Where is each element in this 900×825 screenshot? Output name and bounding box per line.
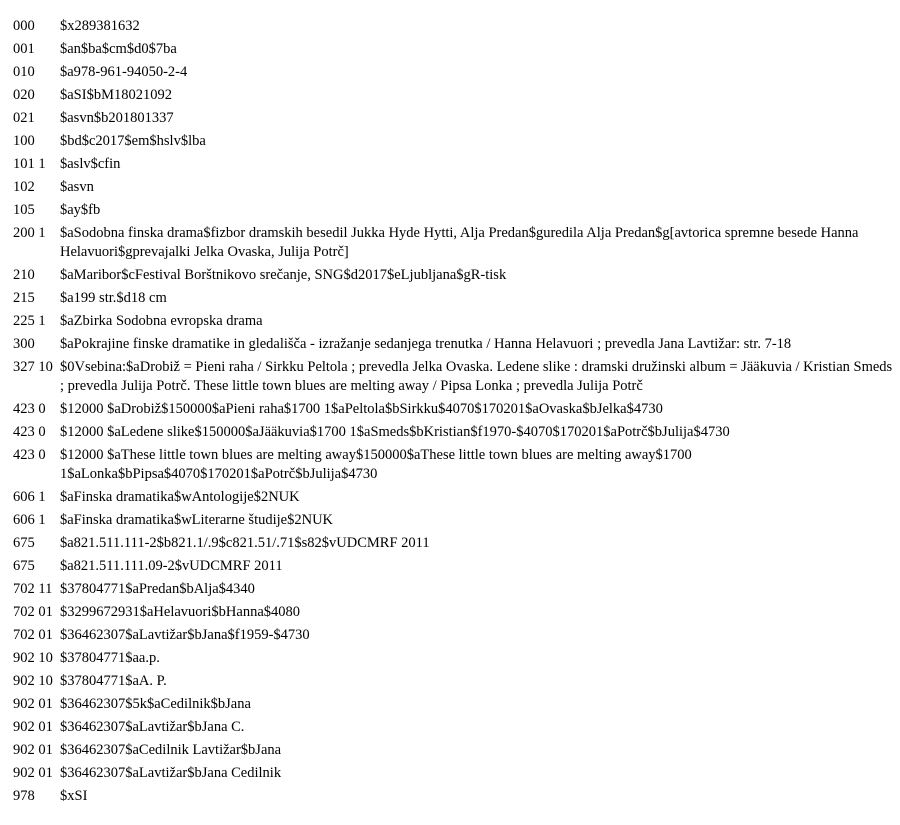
record-field-row (13, 335, 893, 354)
record-field-row (13, 488, 893, 507)
field-content: $12000 $aThese little town blues are melting away$150000$aThese little town blues are melting away$1700 1$aLonka$bPipsa$4070$170201$aPotrč$bJulija$4730 (60, 447, 692, 482)
field-tag: 100 (13, 133, 35, 149)
record-field-row (13, 580, 893, 599)
field-content: $a978-961-94050-2-4 (60, 64, 188, 80)
record-field-row (13, 266, 893, 285)
field-content: $asvn$b201801337 (60, 110, 174, 126)
field-tag: 675 (13, 535, 35, 551)
record-field-row (13, 17, 893, 36)
field-content: $12000 $aLedene slike$150000$aJääkuvia$1700 1$aSmeds$bKristian$f1970-$4070$170201$aPotrč$bJulija$4730 (60, 424, 730, 440)
field-content: $asvn (60, 179, 94, 195)
record-field-row (13, 289, 893, 308)
field-content: $12000 $aDrobiž$150000$aPieni raha$1700 1$aPeltola$bSirkku$4070$170201$aOvaska$bJelka$4730 (60, 401, 663, 417)
field-tag: 215 (13, 290, 35, 306)
field-content: $aMaribor$cFestival Borštnikovo srečanje, SNG$d2017$eLjubljana$gR-tisk (60, 267, 507, 283)
field-content: $ay$fb (60, 202, 101, 218)
field-tag: 902 10 (13, 673, 53, 689)
field-tag: 010 (13, 64, 35, 80)
field-tag: 902 01 (13, 696, 53, 712)
record-field-row (13, 132, 893, 151)
record-field-row (13, 201, 893, 220)
record-field-row (13, 312, 893, 331)
field-tag: 423 0 (13, 447, 46, 463)
field-tag: 978 (13, 788, 35, 804)
record-field-row (13, 178, 893, 197)
field-tag: 327 10 (13, 359, 53, 375)
record-field-row (13, 603, 893, 622)
record-field-row (13, 672, 893, 691)
field-content: $36462307$aCedilnik Lavtižar$bJana (60, 742, 282, 758)
record-field-row (13, 649, 893, 668)
record-field-row (13, 40, 893, 59)
record-field-row (13, 423, 893, 442)
field-tag: 902 01 (13, 742, 53, 758)
field-content: $x289381632 (60, 18, 140, 34)
field-tag: 000 (13, 18, 35, 34)
field-tag: 902 01 (13, 719, 53, 735)
field-content: $aslv$cfin (60, 156, 121, 172)
record-field-row (13, 86, 893, 105)
record-field-row (13, 787, 893, 806)
field-content: $36462307$aLavtižar$bJana Cedilnik (60, 765, 282, 781)
field-content: $37804771$aPredan$bAlja$4340 (60, 581, 255, 597)
field-tag: 105 (13, 202, 35, 218)
record-field-row (13, 446, 893, 484)
record-field-row (13, 224, 893, 262)
field-tag: 225 1 (13, 313, 46, 329)
field-tag: 902 01 (13, 765, 53, 781)
field-tag: 021 (13, 110, 35, 126)
record-field-row (13, 155, 893, 174)
field-tag: 423 0 (13, 424, 46, 440)
field-content: $aSodobna finska drama$fizbor dramskih besedil Jukka Hyde Hytti, Alja Predan$guredila Alja Predan$g[avtorica spremne besede Hanna Helavuori$gprevajalki Jelka Ovaska, Julija Potrč] (60, 225, 859, 260)
field-content: $aPokrajine finske dramatike in gledališča - izražanje sedanjega trenutka / Hanna Helavuori ; prevedla Jana Lavtižar: str. 7-18 (60, 336, 792, 352)
field-tag: 702 11 (13, 581, 53, 597)
record-field-row (13, 534, 893, 553)
field-content: $aFinska dramatika$wAntologije$2NUK (60, 489, 300, 505)
field-tag: 300 (13, 336, 35, 352)
field-content: $36462307$aLavtižar$bJana C. (60, 719, 245, 735)
record-field-row (13, 764, 893, 783)
field-tag: 101 1 (13, 156, 46, 172)
record-field-row (13, 626, 893, 645)
record-field-row (13, 63, 893, 82)
field-tag: 675 (13, 558, 35, 574)
field-tag: 702 01 (13, 604, 53, 620)
field-tag: 102 (13, 179, 35, 195)
marc-record (13, 17, 893, 810)
field-tag: 200 1 (13, 225, 46, 241)
field-tag: 423 0 (13, 401, 46, 417)
field-tag: 902 10 (13, 650, 53, 666)
record-field-row (13, 695, 893, 714)
field-tag: 702 01 (13, 627, 53, 643)
record-field-row (13, 400, 893, 419)
field-content: $37804771$aA. P. (60, 673, 167, 689)
record-field-row (13, 741, 893, 760)
field-content: $an$ba$cm$d0$7ba (60, 41, 177, 57)
record-field-row (13, 109, 893, 128)
record-field-row (13, 358, 893, 396)
field-content: $aSI$bM18021092 (60, 87, 172, 103)
field-content: $36462307$5k$aCedilnik$bJana (60, 696, 251, 712)
record-field-row (13, 511, 893, 530)
field-tag: 210 (13, 267, 35, 283)
field-content: $a199 str.$d18 cm (60, 290, 167, 306)
record-field-row (13, 718, 893, 737)
field-content: $a821.511.111-2$b821.1/.9$c821.51/.71$s82$vUDCMRF 2011 (60, 535, 430, 551)
field-content: $36462307$aLavtižar$bJana$f1959-$4730 (60, 627, 310, 643)
field-content: $0Vsebina:$aDrobiž = Pieni raha / Sirkku Peltola ; prevedla Jelka Ovaska. Ledene slike : dramski družinski album = Jääkuvia / Kristian Smeds ; prevedla Julija Potrč. These little town blues are melting away / Pipsa Lonka ; prevedla Julija Potrč (60, 359, 893, 394)
field-content: $xSI (60, 788, 88, 804)
field-content: $a821.511.111.09-2$vUDCMRF 2011 (60, 558, 283, 574)
field-tag: 020 (13, 87, 35, 103)
field-content: $aZbirka Sodobna evropska drama (60, 313, 263, 329)
field-content: $aFinska dramatika$wLiterarne študije$2NUK (60, 512, 334, 528)
record-field-row (13, 557, 893, 576)
field-content: $bd$c2017$em$hslv$lba (60, 133, 206, 149)
field-content: $3299672931$aHelavuori$bHanna$4080 (60, 604, 301, 620)
field-tag: 001 (13, 41, 35, 57)
field-content: $37804771$aa.p. (60, 650, 160, 666)
field-tag: 606 1 (13, 512, 46, 528)
field-tag: 606 1 (13, 489, 46, 505)
